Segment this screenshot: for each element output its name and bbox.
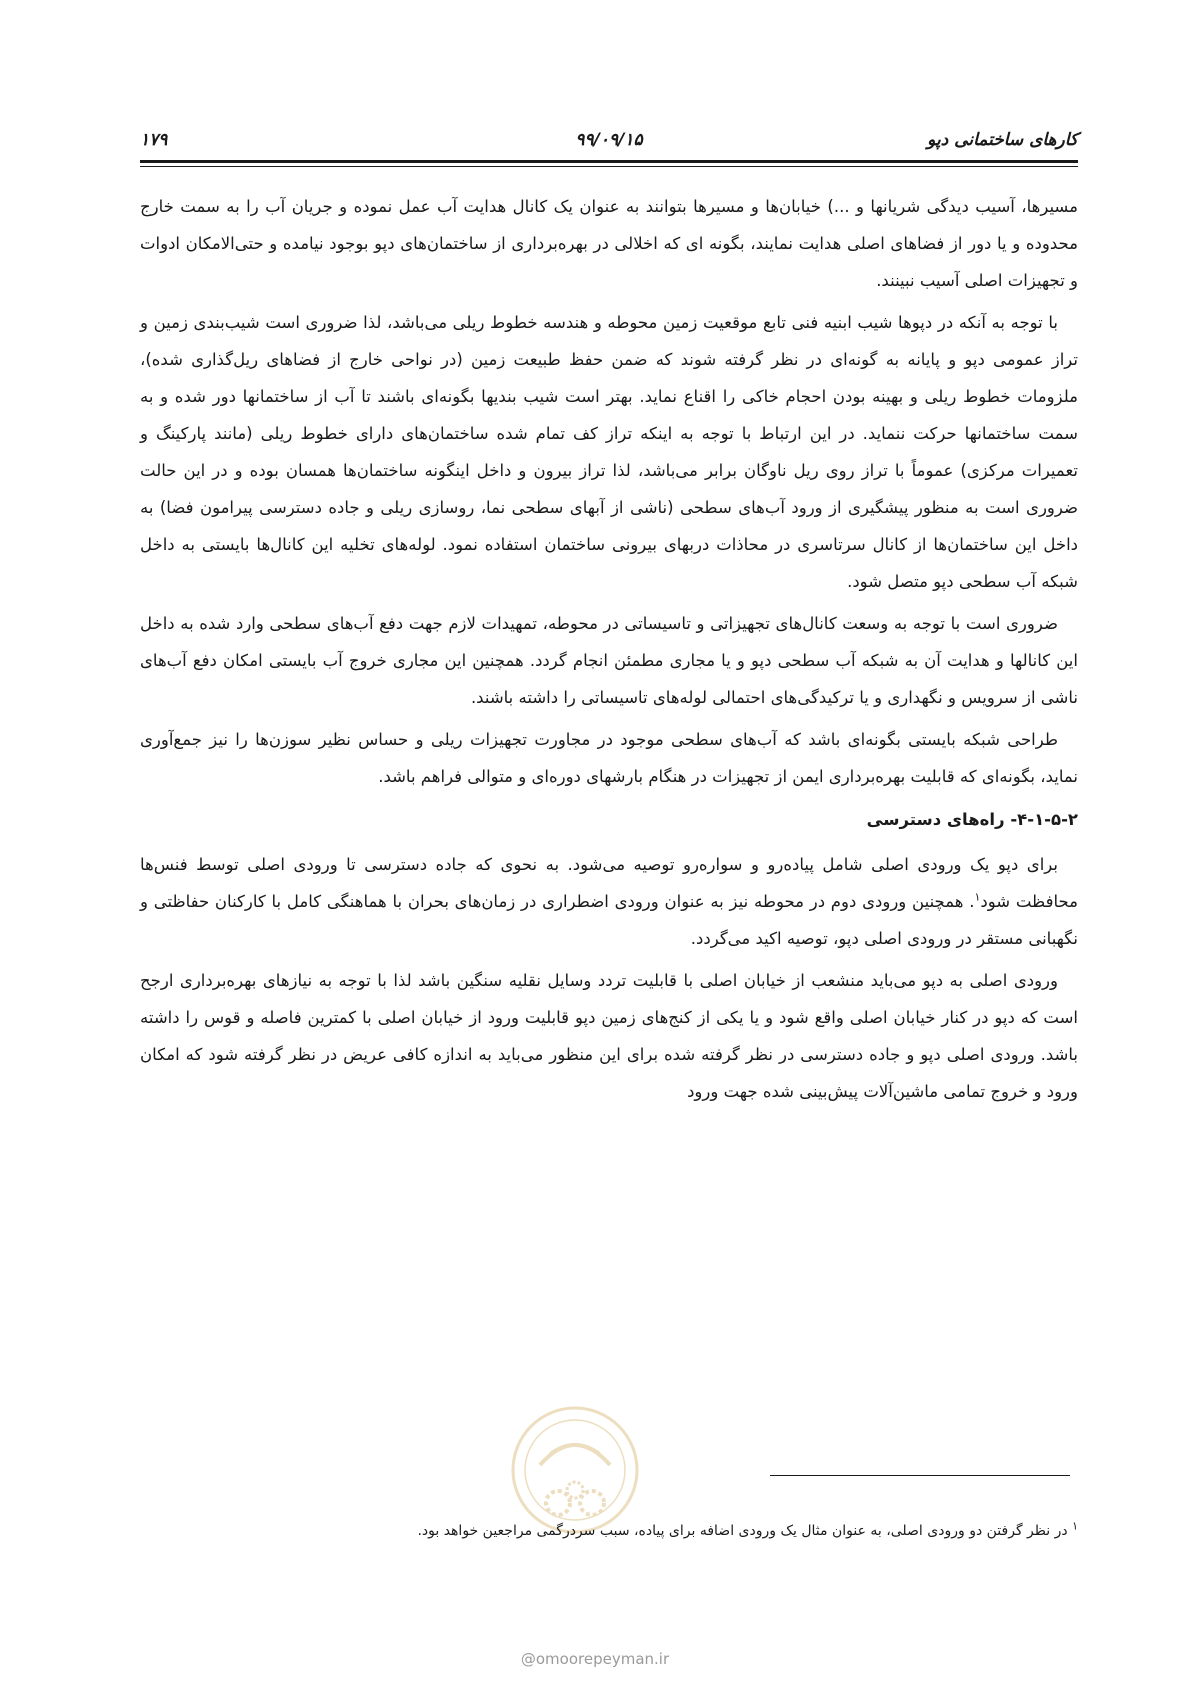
footnote-reference[interactable]: ۱ xyxy=(974,890,981,904)
header-rule-thin xyxy=(140,166,1078,167)
header-date: ۹۹/۰۹/۱۵ xyxy=(575,130,643,150)
footnote-mark: ۱ xyxy=(1072,1519,1078,1533)
paragraph: ضروری است با توجه به وسعت کانال‌های تجهیزاتی و تاسیساتی در محوطه، تمهیدات لازم جهت دفع آب‌های سطحی وارد شده به داخل این کانالها و هدایت آن به شبکه آب سطحی دپو و یا مجاری مطمئن انجام گردد. همچنین این مجاری خروج آب بایستی امکان دفع آب‌های ناشی از سرویس و نگهداری و یا ترکیدگی‌های احتمالی لوله‌های تاسیساتی را داشته باشند. xyxy=(140,614,1078,707)
paragraph-text: . همچنین ورودی دوم در محوطه نیز به عنوان ورودی اضطراری در زمان‌های بحران با هماهنگی کامل با کارکنان حفاظتی و نگهبانی مستقر در ورودی اصلی دپو، توصیه اکید می‌گردد. xyxy=(140,892,1078,948)
header-title: کارهای ساختمانی دپو xyxy=(927,130,1078,150)
paragraph: مسیرها، آسیب دیدگی شریانها و ...) خیابان‌ها و مسیرها بتوانند به عنوان یک کانال هدایت آب عمل نموده و جریان آب را به سمت خارج محدوده و یا دور از فضاهای اصلی هدایت نمایند، بگونه ای که اخلالی در بهره‌برداری از ساختمان‌های دپو بوجود نیامده و حتی‌الامکان ادوات و تجهیزات اصلی آسیب نبینند. xyxy=(140,197,1078,290)
footnote-text: در نظر گرفتن دو ورودی اصلی، به عنوان مثال یک ورودی اضافه برای پیاده، سبب سردرگمی مراجعین خواهد بود. xyxy=(417,1523,1068,1539)
section-heading: ۴-۱-۵-۲- راه‌های دسترسی xyxy=(866,810,1078,829)
body-text xyxy=(140,188,1078,1115)
paragraph: طراحی شبکه بایستی بگونه‌ای باشد که آب‌های سطحی موجود در مجاورت تجهیزات ریلی و حساس نظیر سوزن‌ها را نیز جمع‌آوری نماید، بگونه‌ای که قابلیت بهره‌برداری ایمن از تجهیزات در هنگام بارشهای دوره‌ای و متوالی فراهم باشد. xyxy=(140,730,1078,786)
paragraph: با توجه به آنکه در دپوها شیب ابنیه فنی تابع موقعیت زمین محوطه و هندسه خطوط ریلی می‌باشد، لذا ضروری است شیب‌بندی زمین و تراز عمومی دپو و پایانه به گونه‌ای در نظر گرفته شوند که ضمن حفظ طبیعت زمین (در نواحی خارج از فضاهای ریل‌گذاری شده)، ملزومات خطوط ریلی و بهینه بودن احجام خاکی را اقناع نماید. بهتر است شیب بندیها بگونه‌ای باشند تا آب از ساختمانها دور شده و به سمت ساختمانها حرکت ننماید. در این ارتباط با توجه به اینکه تراز کف تمام شده ساختمان‌های دارای خطوط ریلی (مانند پارکینگ و تعمیرات مرکزی) عموماً با تراز روی ریل ناوگان برابر می‌باشد، لذا تراز بیرون و داخل اینگونه ساختمان‌ها همسان بوده و در این حالت ضروری است به منظور پیشگیری از ورود آب‌های سطحی (ناشی از آبهای سطحی نما، روسازی ریلی و جاده دسترسی پیرامون فضا) به داخل این ساختمان‌ها از کانال سرتاسری در محاذات دربهای بیرونی ساختمان استفاده نمود. لوله‌های تخلیه این کانال‌ها بایستی به داخل شبکه آب سطحی دپو متصل شود. xyxy=(140,313,1078,591)
paragraph xyxy=(140,846,1078,957)
page-number: ۱۷۹ xyxy=(140,130,168,150)
paragraph-text: برای دپو یک ورودی اصلی شامل پیاده‌رو و سواره‌رو توصیه می‌شود. به نحوی که جاده دسترسی تا ورودی اصلی توسط فنس‌ها محافظت شود xyxy=(140,855,1078,911)
running-header xyxy=(140,130,1078,156)
watermark-url: @omoorepeyman.ir xyxy=(520,1650,670,1668)
paragraph: ورودی اصلی به دپو می‌باید منشعب از خیابان اصلی با قابلیت تردد وسایل نقلیه سنگین باشد لذا با توجه به نیازهای بهره‌برداری ارجح است که دپو در کنار خیابان اصلی واقع شود و یا یکی از کنج‌های زمین دپو قابلیت ورود از خیابان اصلی با کمترین فاصله و قوس را داشته باشد. ورودی اصلی دپو و جاده دسترسی در نظر گرفته شده برای این منظور می‌باید به اندازه کافی عریض در نظر گرفته شود که امکان ورود و خروج تمامی ماشین‌آلات پیش‌بینی شده جهت ورود xyxy=(140,971,1078,1101)
watermark-logo-icon xyxy=(500,1395,650,1575)
footnote-separator xyxy=(770,1475,1070,1476)
header-rule-thick xyxy=(140,160,1078,163)
footnote xyxy=(140,1520,1078,1542)
